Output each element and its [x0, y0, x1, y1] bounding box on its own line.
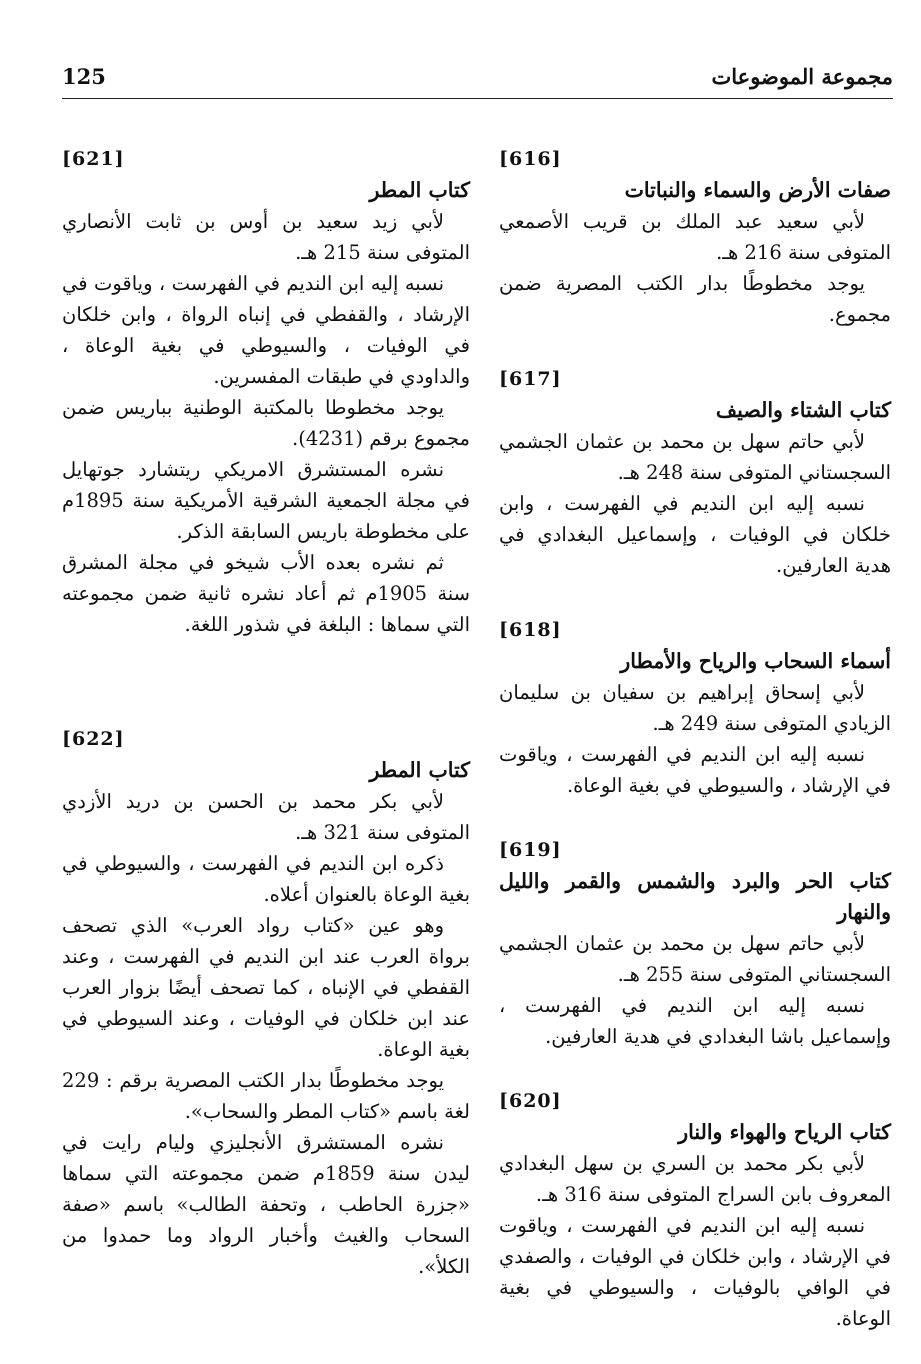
- right-column: [499, 144, 891, 1334]
- page-number: 125: [62, 64, 106, 89]
- entry-paragraph: وهو عين «كتاب رواد العرب» الذي تصحف برواة العرب عند ابن النديم في الفهرست ، وعند القفطي في الإنباه ، كما تصحف أيضًا بزوار العرب عند ابن خلكان في الوفيات ، وعند السيوطي في بغية الوعاة.: [62, 914, 470, 1061]
- entry-paragraph: لأبي زيد سعيد بن أوس بن ثابت الأنصاري المتوفى سنة 215 هـ.: [62, 210, 470, 264]
- entry-621: [62, 144, 470, 640]
- entry-617: [499, 364, 891, 581]
- entry-paragraph: ذكره ابن النديم في الفهرست ، والسيوطي في بغية الوعاة بالعنوان أعلاه.: [62, 852, 470, 906]
- entry-paragraph: نسبه إليه ابن النديم في الفهرست ، وياقوت في الإرشاد ، وابن خلكان في الوفيات ، والصفدي في الوافي بالوفيات ، والسيوطي في بغية الوعاة.: [499, 1214, 891, 1330]
- entry-title: كتاب المطر: [369, 178, 470, 202]
- entry-number: [619]: [499, 839, 562, 861]
- entry-number: [618]: [499, 619, 562, 641]
- entry-title: أسماء السحاب والرياح والأمطار: [620, 649, 891, 673]
- running-title: مجموعة الموضوعات: [711, 64, 893, 89]
- entry-title: كتاب الشتاء والصيف: [715, 398, 891, 422]
- entry-number: [620]: [499, 1090, 562, 1112]
- entry-616: [499, 144, 891, 330]
- entry-number: [616]: [499, 148, 562, 170]
- entry-paragraph: نسبه إليه ابن النديم في الفهرست ، وياقوت في الإرشاد ، والسيوطي في بغية الوعاة.: [499, 743, 891, 797]
- entry-paragraph: يوجد مخطوطًا بدار الكتب المصرية برقم : 229 لغة باسم «كتاب المطر والسحاب».: [62, 1069, 470, 1123]
- entry-paragraph: نشره المستشرق الأنجليزي وليام رايت في ليدن سنة 1859م ضمن مجموعته التي سماها «جزرة الحاطب ، وتحفة الطالب» باسم «صفة السحاب والغيث وأخبار الرواد وما حمدوا من الكلأ».: [62, 1131, 470, 1278]
- entry-paragraph: نسبه إليه ابن النديم في الفهرست ، وإسماعيل باشا البغدادي في هدية العارفين.: [499, 994, 891, 1048]
- entry-622: [62, 724, 470, 1282]
- entry-paragraph: لأبي سعيد عبد الملك بن قريب الأصمعي المتوفى سنة 216 هـ.: [499, 210, 891, 264]
- entry-paragraph: يوجد مخطوطًا بدار الكتب المصرية ضمن مجموع.: [499, 272, 891, 326]
- entry-paragraph: لأبي حاتم سهل بن محمد بن عثمان الجشمي السجستاني المتوفى سنة 248 هـ.: [499, 430, 891, 484]
- entry-title: كتاب المطر: [369, 758, 470, 782]
- entry-paragraph: ثم نشره بعده الأب شيخو في مجلة المشرق سنة 1905م ثم أعاد نشره ثانية ضمن مجموعته التي سماها : البلغة في شذور اللغة.: [62, 551, 470, 636]
- entry-paragraph: نسبه إليه ابن النديم في الفهرست ، وابن خلكان في الوفيات ، وإسماعيل البغدادي في هدية العارفين.: [499, 492, 891, 577]
- left-column: [62, 144, 470, 1282]
- entry-title: كتاب الرياح والهواء والنار: [678, 1120, 891, 1144]
- entry-paragraph: يوجد مخطوطا بالمكتبة الوطنية بباريس ضمن مجموع برقم (4231).: [62, 396, 470, 450]
- entry-620: [499, 1086, 891, 1334]
- entry-paragraph: لأبي إسحاق إبراهيم بن سفيان بن سليمان الزيادي المتوفى سنة 249 هـ.: [499, 681, 891, 735]
- entry-paragraph: نشره المستشرق الامريكي ريتشارد جوتهايل في مجلة الجمعية الشرقية الأمريكية سنة 1895م على مخطوطة باريس السابقة الذكر.: [62, 458, 470, 543]
- entry-paragraph: لأبي حاتم سهل بن محمد بن عثمان الجشمي السجستاني المتوفى سنة 255 هـ.: [499, 932, 891, 986]
- entry-paragraph: نسبه إليه ابن النديم في الفهرست ، وياقوت في الإرشاد ، والقفطي في إنباه الرواة ، وابن خلكان في الوفيات ، والسيوطي في بغية الوعاة ، والداودي في طبقات المفسرين.: [62, 272, 470, 388]
- entry-title: صفات الأرض والسماء والنباتات: [624, 178, 891, 202]
- entry-618: [499, 615, 891, 801]
- entry-number: [621]: [62, 148, 125, 170]
- page-header: [62, 58, 893, 99]
- entry-number: [617]: [499, 368, 562, 390]
- entry-paragraph: لأبي بكر محمد بن الحسن بن دريد الأزدي المتوفى سنة 321 هـ.: [62, 790, 470, 844]
- entry-number: [622]: [62, 728, 125, 750]
- entry-title: كتاب الحر والبرد والشمس والقمر والليل والنهار: [499, 869, 891, 924]
- entry-paragraph: لأبي بكر محمد بن السري بن سهل البغدادي المعروف بابن السراج المتوفى سنة 316 هـ.: [499, 1152, 891, 1206]
- entry-619: [499, 835, 891, 1052]
